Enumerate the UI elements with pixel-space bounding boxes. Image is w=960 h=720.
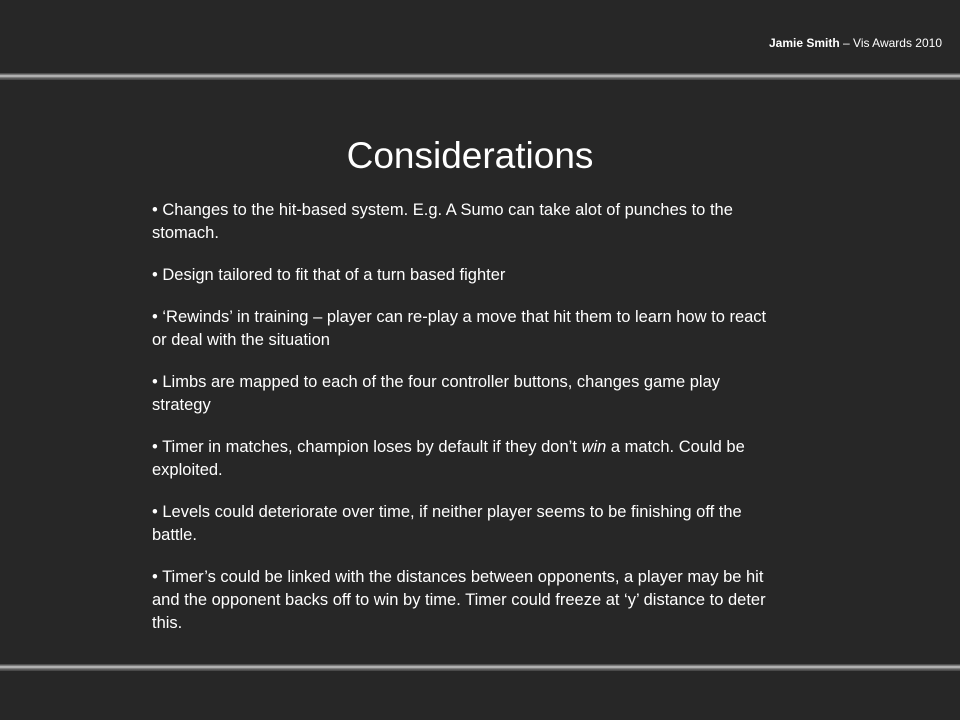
bottom-divider <box>0 664 960 671</box>
bullet-match-timer-text: • Timer in matches, champion loses by default if they don’t <box>152 438 582 456</box>
event-name: Vis Awards 2010 <box>853 36 942 50</box>
header-credit <box>769 36 942 50</box>
bullet-timer-distance: • Timer’s could be linked with the distances between opponents, a player may be hit and the opponent backs off to win by time. Timer could freeze at ‘y’ distance to deter this. <box>152 568 766 632</box>
bullet-match-timer-emphasis: win <box>581 438 607 456</box>
bullet-hit-system: • Changes to the hit-based system. E.g. A Sumo can take alot of punches to the stomach. <box>152 201 733 242</box>
author-name: Jamie Smith <box>769 36 840 50</box>
bullet-match-timer-text-end: a match. Could be exploited. <box>152 438 745 479</box>
bullet-match-timer <box>152 436 777 482</box>
bullet-limbs-mapping: • Limbs are mapped to each of the four controller buttons, changes game play strategy <box>152 373 721 414</box>
top-divider <box>0 73 960 80</box>
slide-title: Considerations <box>346 135 594 176</box>
credit-separator: – <box>839 36 854 50</box>
bullet-turn-based-design: • Design tailored to fit that of a turn based fighter <box>152 266 506 284</box>
considerations-list <box>152 199 777 635</box>
bullet-rewinds: • ‘Rewinds’ in training – player can re-play a move that hit them to learn how to react or deal with the situation <box>152 308 767 349</box>
bullet-level-deterioration: • Levels could deteriorate over time, if neither player seems to be finishing off the battle. <box>152 503 742 544</box>
